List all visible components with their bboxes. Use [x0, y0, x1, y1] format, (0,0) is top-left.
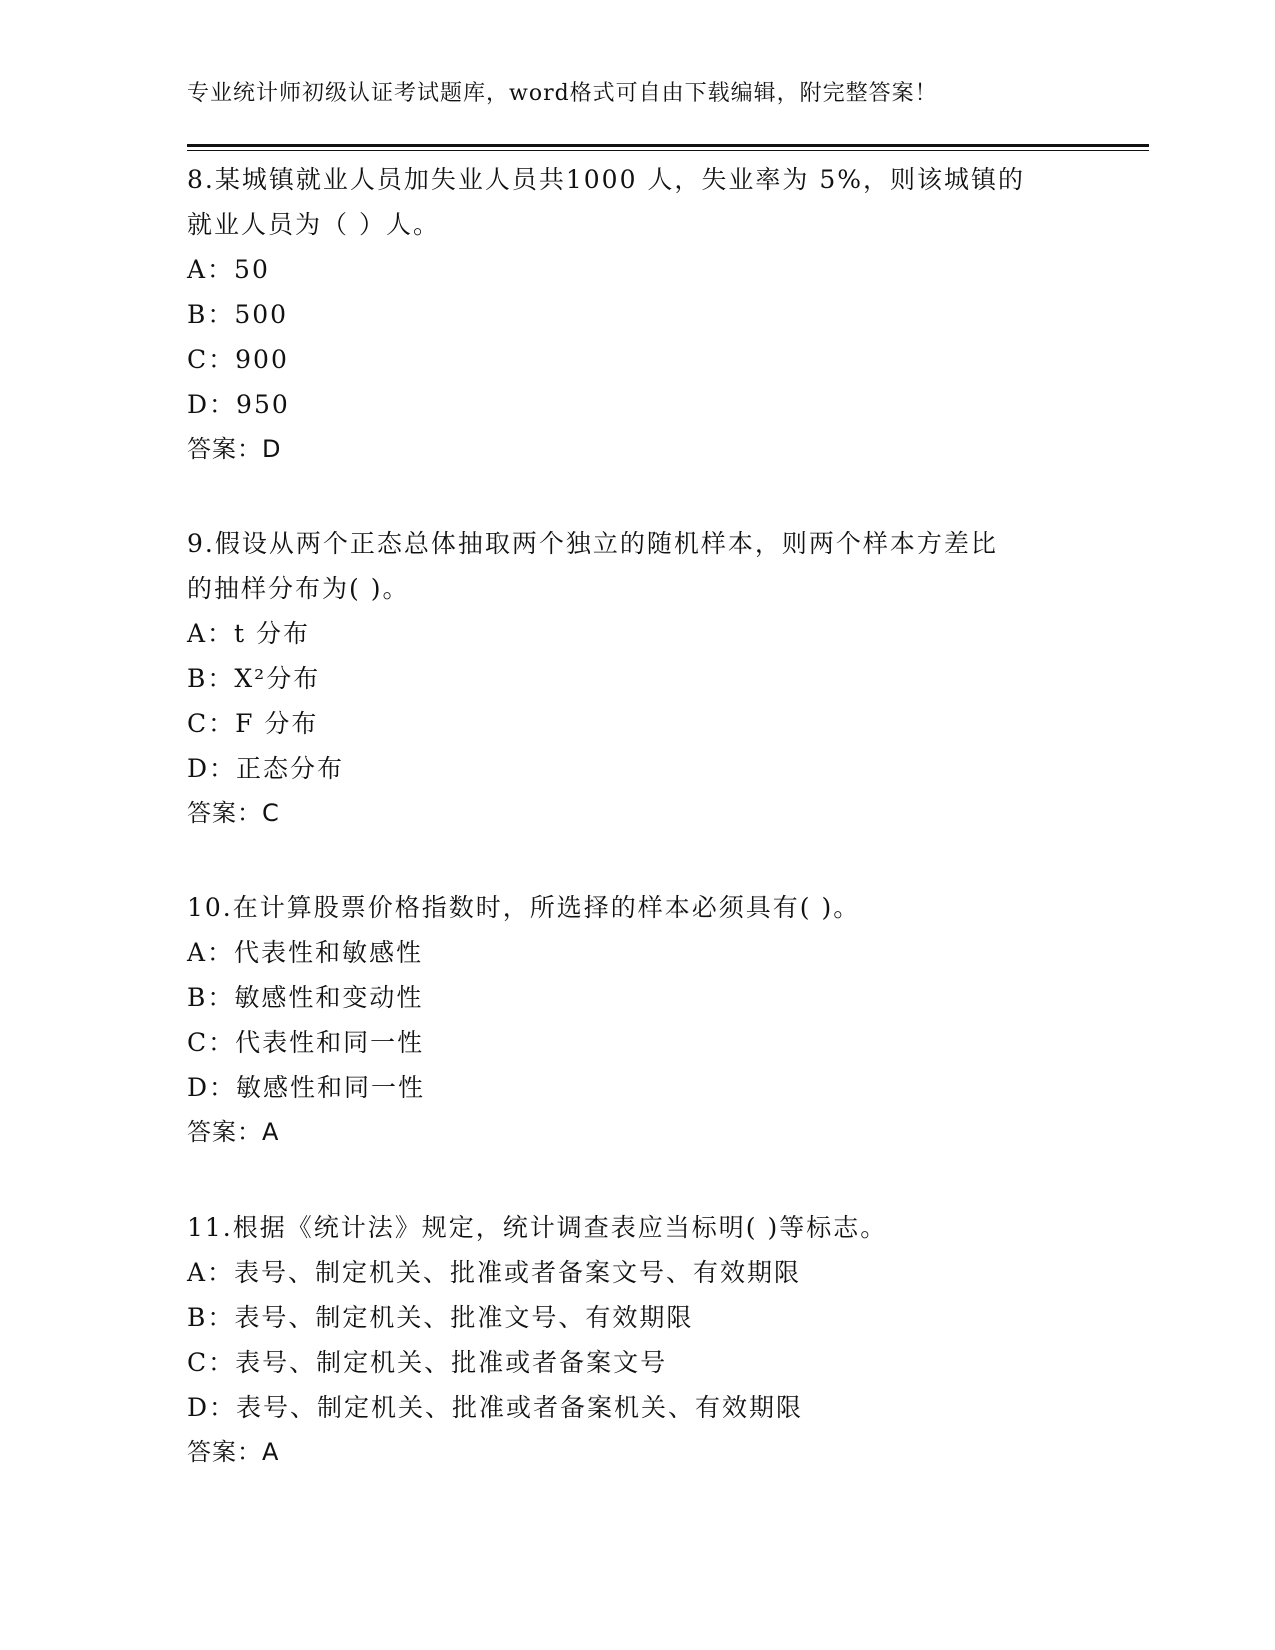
header-divider-thin: [187, 150, 1149, 151]
question-stem-line: 就业人员为（ ）人。: [187, 210, 440, 239]
page-header: 专业统计师初级认证考试题库，word格式可自由下载编辑，附完整答案！: [187, 81, 938, 106]
option-a: A：50: [187, 255, 270, 284]
option-c: C：900: [187, 345, 289, 374]
answer: 答案：C: [187, 799, 280, 827]
option-a: A：t 分布: [187, 619, 311, 648]
question-stem-line: 10.在计算股票价格指数时，所选择的样本必须具有( )。: [187, 893, 861, 922]
option-d: D：950: [187, 390, 290, 419]
question-11: [187, 1205, 1087, 1475]
question-stem-line: 11.根据《统计法》规定，统计调查表应当标明( )等标志。: [187, 1213, 888, 1242]
option-b: B：敏感性和变动性: [187, 983, 424, 1012]
option-a: A：代表性和敏感性: [187, 938, 424, 967]
option-c: C：表号、制定机关、批准或者备案文号: [187, 1348, 668, 1377]
option-c: C：代表性和同一性: [187, 1028, 425, 1057]
question-stem-line: 9.假设从两个正态总体抽取两个独立的随机样本，则两个样本方差比: [187, 529, 998, 558]
option-d: D：正态分布: [187, 754, 345, 783]
option-b: B：表号、制定机关、批准文号、有效期限: [187, 1303, 694, 1332]
option-d: D：表号、制定机关、批准或者备案机关、有效期限: [187, 1393, 804, 1422]
answer: 答案：D: [187, 435, 282, 463]
option-b: B：500: [187, 300, 289, 329]
answer: 答案：A: [187, 1118, 280, 1146]
option-c: C：F 分布: [187, 709, 319, 738]
header-divider-thick: [187, 144, 1149, 147]
answer: 答案：A: [187, 1438, 280, 1466]
question-stem-line: 的抽样分布为( )。: [187, 574, 410, 603]
question-8: [187, 157, 1087, 472]
question-stem-line: 8.某城镇就业人员加失业人员共1000 人，失业率为 5%，则该城镇的: [187, 165, 1026, 194]
question-9: [187, 521, 1087, 836]
question-10: [187, 885, 1087, 1155]
option-a: A：表号、制定机关、批准或者备案文号、有效期限: [187, 1258, 802, 1287]
option-d: D：敏感性和同一性: [187, 1073, 426, 1102]
option-b: B：X²分布: [187, 664, 321, 693]
